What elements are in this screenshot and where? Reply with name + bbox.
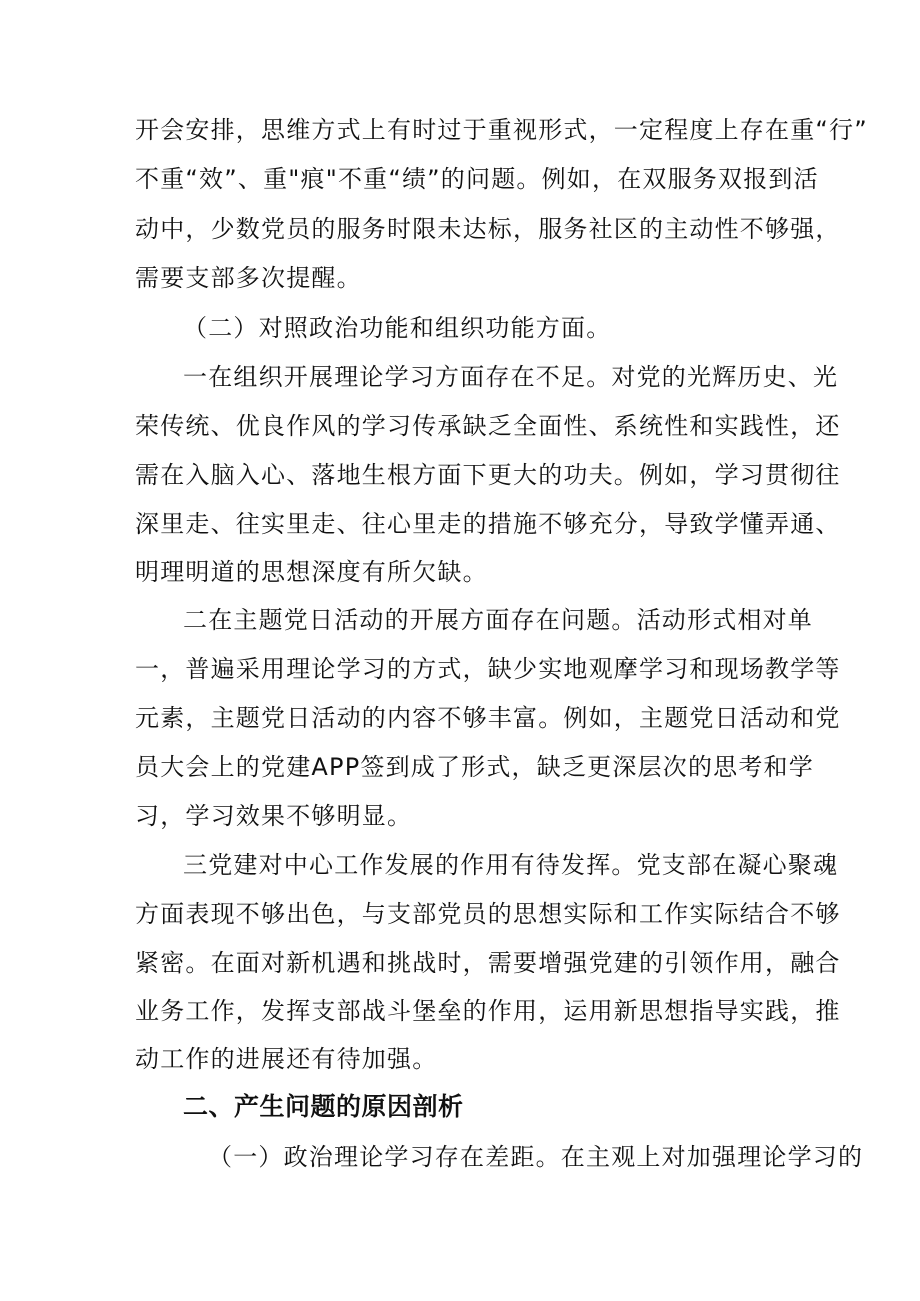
text-line: 员大会上的党建APP签到成了形式，缺乏更深层次的思考和学 <box>135 753 814 781</box>
text-line: 习，学习效果不够明显。 <box>135 802 413 830</box>
text-line: 荣传统、优良作风的学习传承缺乏全面性、系统性和实践性，还 <box>135 412 841 440</box>
section-subheading: （二）对照政治功能和组织功能方面。 <box>183 314 612 342</box>
text-line: （一）政治理论学习存在差距。在主观上对加强理论学习的 <box>208 1143 864 1171</box>
text-line: 二在主题党日活动的开展方面存在问题。活动形式相对单 <box>183 606 813 634</box>
text-line: 动中，少数党员的服务时限未达标，服务社区的主动性不够强， <box>135 215 841 243</box>
text-line: 不重“效”、重"痕"不重“绩”的问题。例如，在双服务双报到活 <box>135 165 819 193</box>
text-line: 三党建对中心工作发展的作用有待发挥。党支部在凝心聚魂 <box>183 851 839 879</box>
text-line: 业务工作，发挥支部战斗堡垒的作用，运用新思想指导实践，推 <box>135 997 841 1025</box>
text-line: 动工作的进展还有待加强。 <box>135 1045 438 1073</box>
text-line: 明理明道的思想深度有所欠缺。 <box>135 558 488 586</box>
text-line: 深里走、往实里走、往心里走的措施不够充分，导致学懂弄通、 <box>135 510 841 538</box>
text-line: 一，普遍采用理论学习的方式，缺少实地观摩学习和现场教学等 <box>135 655 841 683</box>
section-heading: 二、产生问题的原因剖析 <box>183 1092 464 1121</box>
text-line: 开会安排，思维方式上有时过于重视形式，一定程度上存在重“行” <box>135 116 868 144</box>
text-line: 需在入脑入心、落地生根方面下更大的功夫。例如，学习贯彻往 <box>135 461 841 489</box>
text-line: 一在组织开展理论学习方面存在不足。对党的光辉历史、光 <box>183 363 839 391</box>
text-line: 需要支部多次提醒。 <box>135 264 362 292</box>
text-line: 元素，主题党日活动的内容不够丰富。例如，主题党日活动和党 <box>135 704 841 732</box>
text-line: 方面表现不够出色，与支部党员的思想实际和工作实际结合不够 <box>135 900 841 928</box>
text-line: 紧密。在面对新机遇和挑战时，需要增强党建的引领作用，融合 <box>135 949 841 977</box>
